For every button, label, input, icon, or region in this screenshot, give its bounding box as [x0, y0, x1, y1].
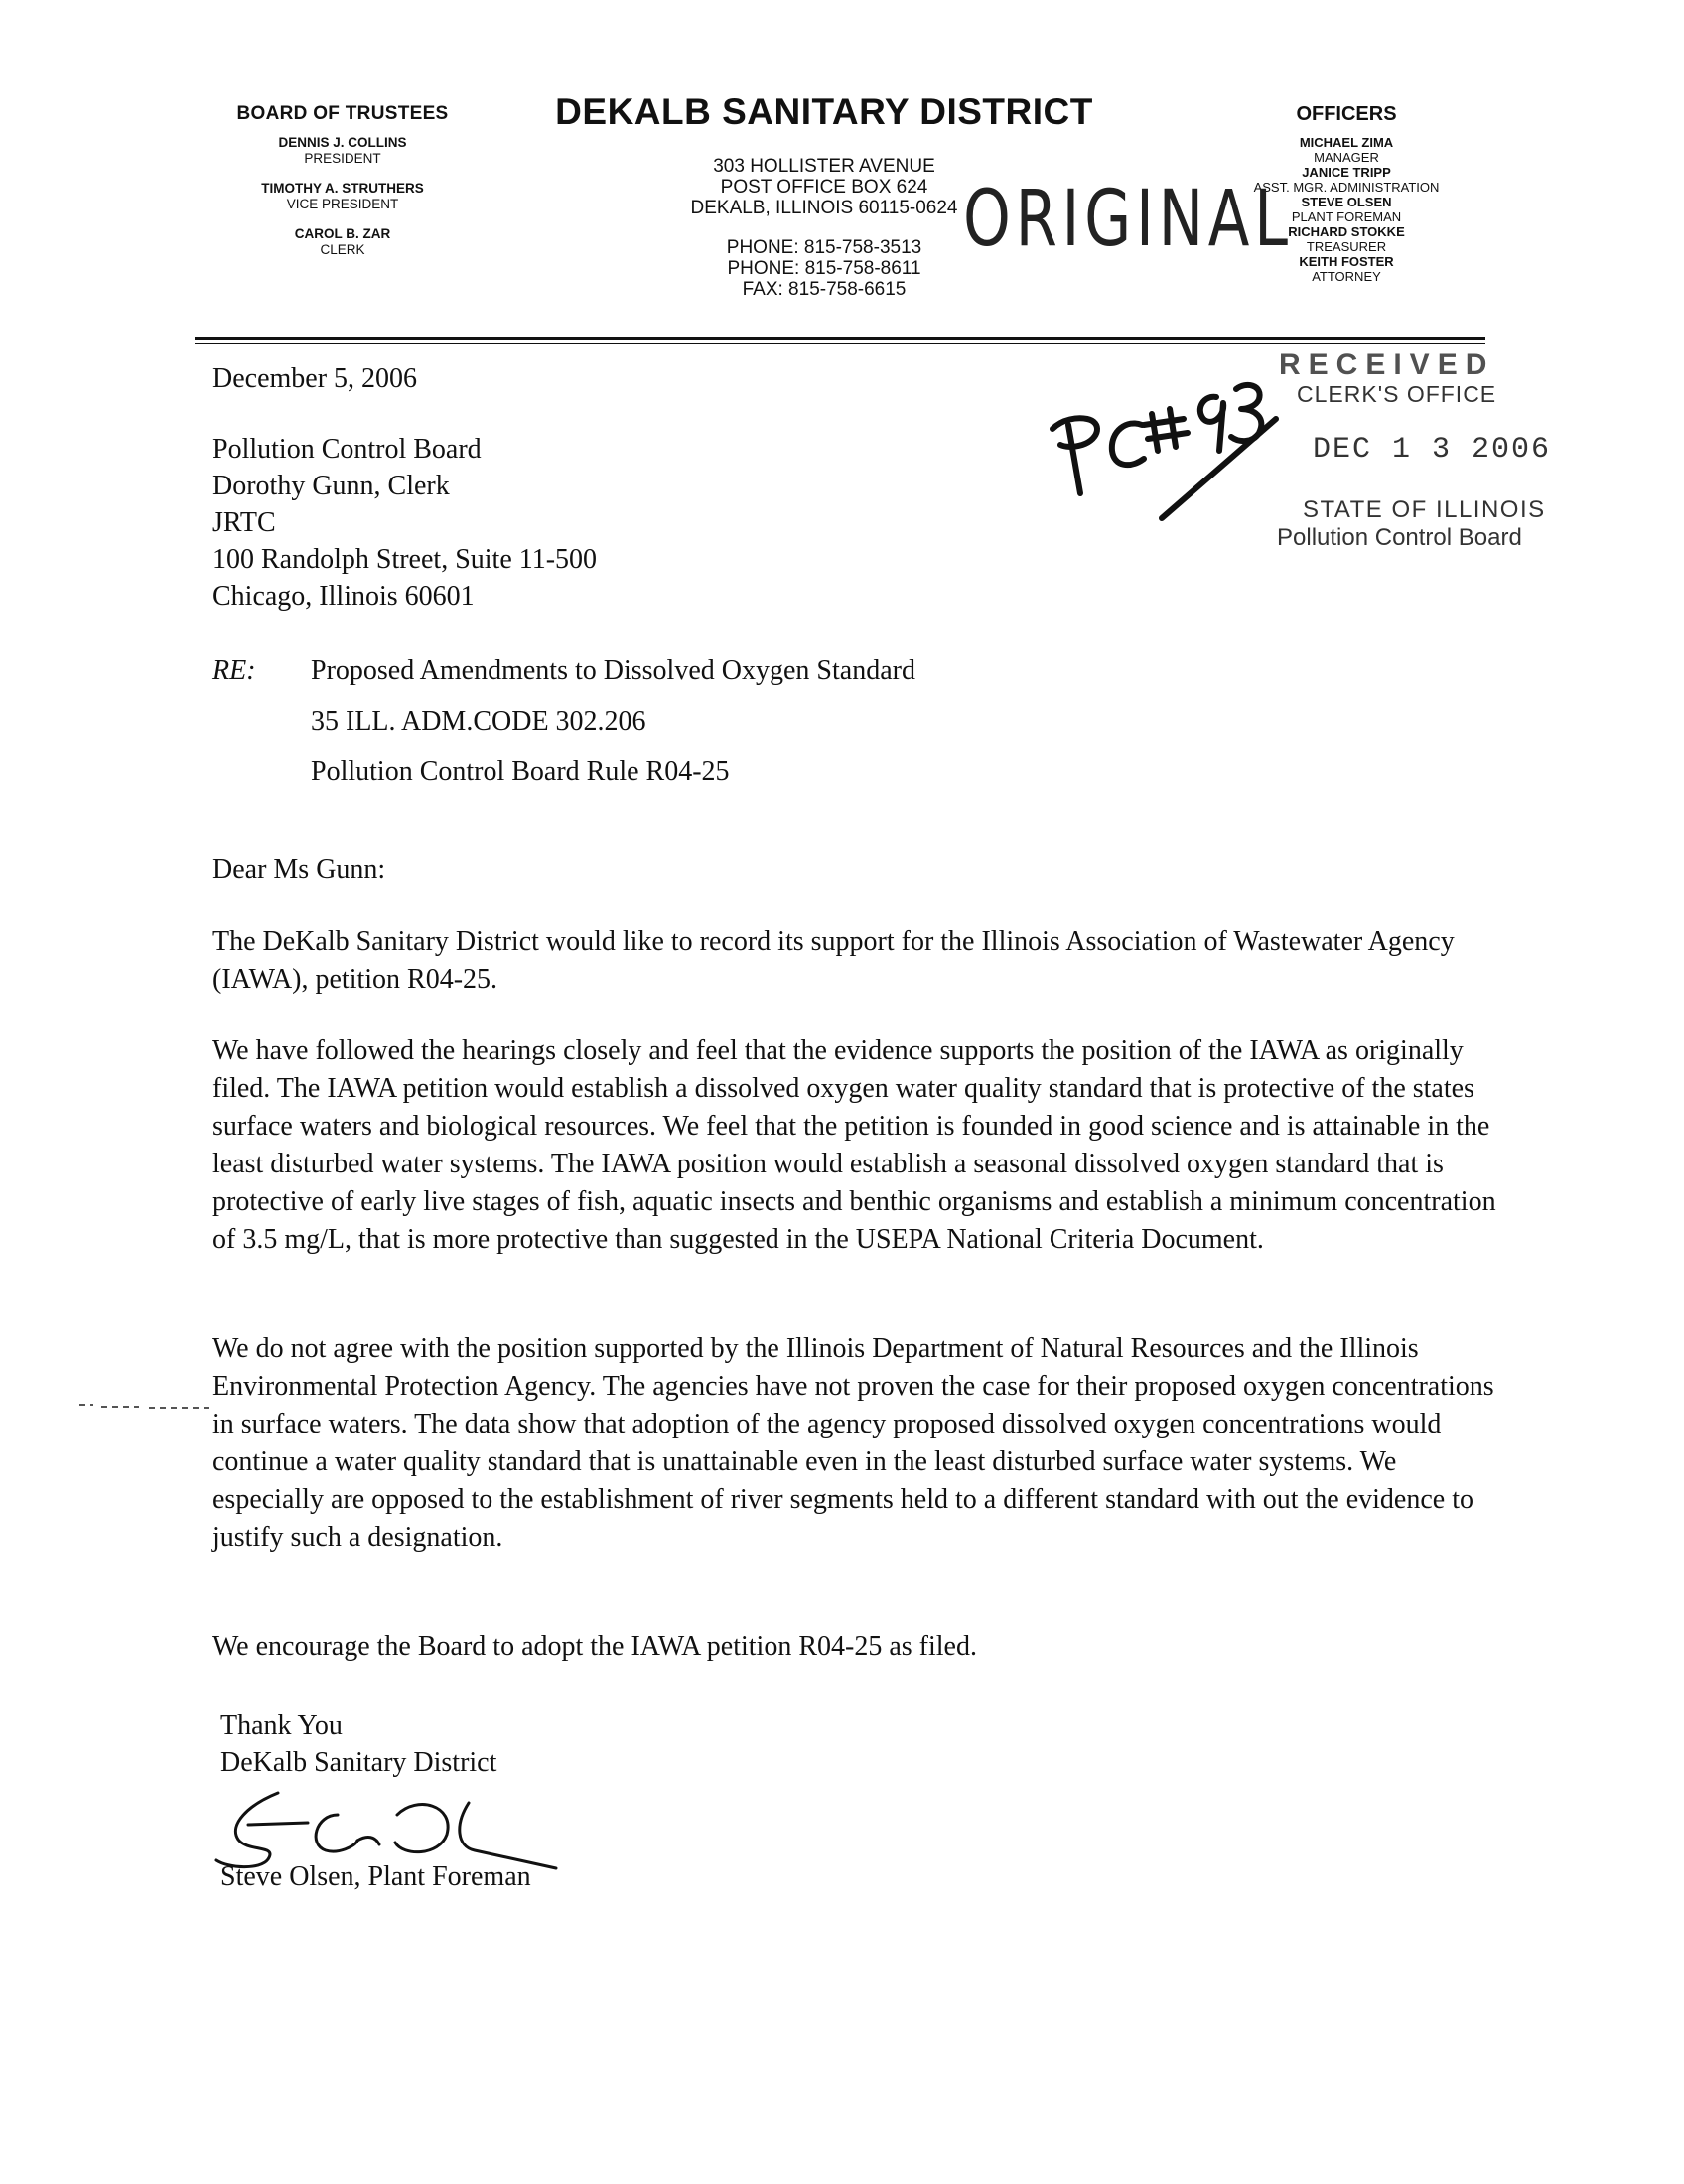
received-stamp — [1267, 349, 1595, 552]
trustee-role: CLERK — [320, 242, 365, 257]
officer-name: RICHARD STOKKE — [1288, 224, 1405, 239]
officer-role: ASST. MGR. ADMINISTRATION — [1253, 180, 1440, 195]
recipient-line: JRTC — [212, 507, 276, 538]
recipient-line: Pollution Control Board — [212, 434, 482, 465]
officer-role: TREASURER — [1306, 239, 1387, 254]
body-paragraph-2: We have followed the hearings closely and feel that the evidence supports the position of the IAWA as originally filed. The IAWA petition would establish a dissolved oxygen water quality standard that is protective of the states surface waters and biological resources. We feel that the petition is founded in good science and is attainable in the least disturbed water systems. The IAWA position would establish a seasonal dissolved oxygen standard that is protective of early live stages of fish, aquatic insects and benthic organisms and establish a minimum concentration of 3.5 mg/L, that is more protective than suggested in the USEPA National Criteria Document. — [212, 1035, 1496, 1255]
officer-name: MICHAEL ZIMA — [1299, 135, 1394, 150]
organization-address — [635, 156, 1013, 300]
subject-line: Proposed Amendments to Dissolved Oxygen Standard — [311, 655, 915, 686]
received-stamp-board: Pollution Control Board — [1277, 524, 1522, 551]
handwritten-pc-number-mark — [1033, 359, 1291, 528]
recipient-line: 100 Randolph Street, Suite 11-500 — [212, 544, 598, 575]
phone-1: PHONE: 815-758-3513 — [726, 237, 922, 258]
board-heading: BOARD OF TRUSTEES — [236, 103, 449, 124]
received-stamp-office: CLERK'S OFFICE — [1297, 381, 1497, 407]
board-of-trustees — [199, 103, 487, 258]
organization-name: DEKALB SANITARY DISTRICT — [555, 91, 1093, 132]
trustee-role: PRESIDENT — [304, 151, 381, 166]
salutation: Dear Ms Gunn: — [212, 854, 386, 885]
officer-name: STEVE OLSEN — [1301, 195, 1392, 209]
address-po-box: POST OFFICE BOX 624 — [720, 177, 928, 198]
letterhead-divider — [195, 337, 1485, 340]
officer-name: KEITH FOSTER — [1299, 254, 1394, 269]
re-label: RE: — [212, 655, 256, 686]
subject-lines — [311, 652, 915, 804]
recipient-line: Dorothy Gunn, Clerk — [212, 471, 450, 501]
closing-line: DeKalb Sanitary District — [220, 1747, 497, 1778]
trustee-role: VICE PRESIDENT — [286, 197, 399, 211]
received-stamp-date: DEC 1 3 2006 — [1313, 433, 1552, 467]
recipient-line: Chicago, Illinois 60601 — [212, 581, 475, 612]
officer-role: MANAGER — [1314, 150, 1379, 165]
letterhead-divider-thin — [195, 343, 1485, 344]
body-paragraph-1: The DeKalb Sanitary District would like to record its support for the Illinois Association of Wastewater Agency (IAWA), petition R04-25. — [212, 926, 1455, 995]
original-stamp: ORIGINAL — [963, 175, 1293, 264]
letter-date: December 5, 2006 — [212, 363, 418, 394]
trustee-name: TIMOTHY A. STRUTHERS — [261, 181, 424, 196]
scan-artifact-marks — [79, 1395, 228, 1415]
subject-line: Pollution Control Board Rule R04-25 — [311, 756, 730, 787]
body-paragraph-4: We encourage the Board to adopt the IAWA petition R04-25 as filed. — [212, 1631, 977, 1662]
trustee-name: DENNIS J. COLLINS — [278, 135, 407, 150]
address-city: DEKALB, ILLINOIS 60115-0624 — [690, 198, 958, 218]
address-street: 303 HOLLISTER AVENUE — [713, 156, 935, 177]
officers-heading: OFFICERS — [1296, 103, 1397, 125]
body-paragraph-3: We do not agree with the position supported by the Illinois Department of Natural Resources and the Illinois Environmental Protection Agency. The agencies have not proven the case for their proposed oxygen concentrations in surface waters. The data show that adoption of the agency proposed dissolved oxygen concentrations would continue a water quality standard that is unattainable even in the least disturbed surface water systems. We especially are opposed to the establishment of river segments held to a different standard with out the evidence to justify such a designation. — [212, 1333, 1494, 1553]
closing — [220, 1707, 496, 1781]
closing-line: Thank You — [220, 1710, 343, 1741]
subject-line: 35 ILL. ADM.CODE 302.206 — [311, 706, 646, 737]
recipient-address — [212, 431, 597, 614]
trustee-name: CAROL B. ZAR — [294, 226, 391, 241]
fax: FAX: 815-758-6615 — [742, 279, 907, 300]
received-stamp-title: RECEIVED — [1279, 348, 1495, 381]
phone-2: PHONE: 815-758-8611 — [727, 258, 921, 279]
officer-role: ATTORNEY — [1312, 269, 1381, 284]
received-stamp-state: STATE OF ILLINOIS — [1303, 496, 1546, 523]
signer-name: Steve Olsen, Plant Foreman — [220, 1861, 531, 1892]
officer-name: JANICE TRIPP — [1302, 165, 1391, 180]
officer-role: PLANT FOREMAN — [1291, 209, 1402, 224]
